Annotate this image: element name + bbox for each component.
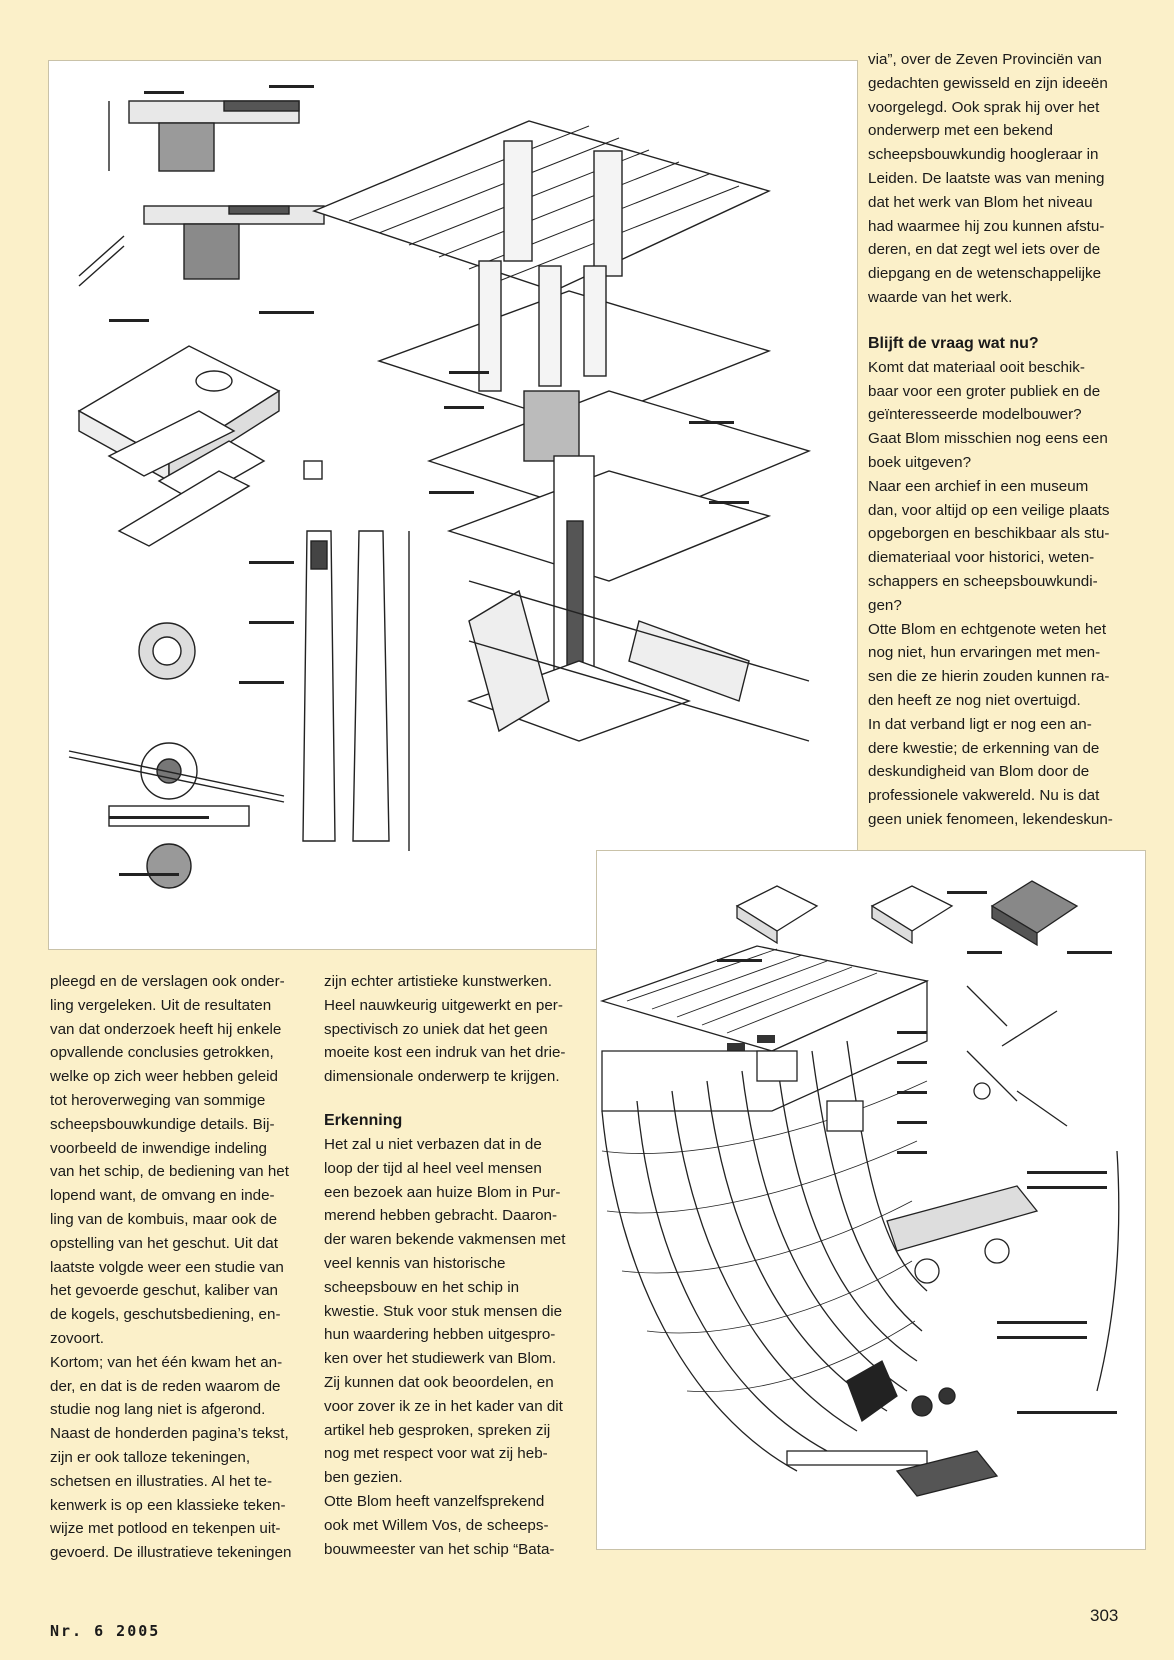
body-line: Kortom; van het één kwam het an- [50,1353,283,1371]
body-line: moeite kost een indruk van het drie- [324,1044,566,1062]
left-text-column [50,970,312,1565]
body-line: van het schip, de bediening van het [50,1163,289,1181]
body-line: dat het werk van Blom het niveau [868,193,1093,211]
body-line: Gaat Blom misschien nog eens een [868,430,1108,448]
body-line: een bezoek aan huize Blom in Pur- [324,1183,561,1201]
body-line: wijze met potlood en tekenpen uit- [50,1520,281,1538]
body-line: ook met Willem Vos, de scheeps- [324,1516,549,1534]
body-line: scheepsbouw en het schip in [324,1278,520,1296]
body-line: baar voor een groter publiek en de [868,382,1101,400]
body-line: laatste volgde weer een studie van [50,1258,284,1276]
body-line: spectivisch zo uniek dat het geen [324,1020,548,1038]
body-line: kenwerk is op een klassieke teken- [50,1496,286,1514]
body-line: loop der tijd al heel veel mensen [324,1159,542,1177]
mast-construction-illustration [49,61,857,949]
body-line: artikel heb gesproken, spreken zij [324,1421,551,1439]
body-line: voorgelegd. Ook sprak hij over het [868,98,1100,116]
body-line: nog met respect voor wat zij heb- [324,1445,548,1463]
body-line: via”, over de Zeven Provinciën van [868,51,1102,68]
body-line: ling vergeleken. Uit de resultaten [50,996,272,1014]
body-line: kwestie. Stuk voor stuk mensen die [324,1302,563,1320]
body-line: ken over het studiewerk van Blom. [324,1350,557,1368]
body-line: voor zover ik ze in het kader van dit [324,1397,563,1415]
body-line: studie nog lang niet is afgerond. [50,1401,266,1419]
body-line: het gevoerde geschut, kaliber van [50,1282,278,1300]
body-line: diepgang en de wetenschappelijke [868,265,1102,283]
body-line: gedachten gewisseld en zijn ideeën [868,74,1108,92]
hull-construction-illustration [597,851,1145,1549]
right-text-column [868,48,1148,832]
body-line: ben gezien. [324,1469,403,1487]
body-line: deskundigheid van Blom door de [868,763,1090,781]
body-line: professionele vakwereld. Nu is dat [868,787,1100,805]
body-line: had waarmee hij zou kunnen afstu- [868,217,1105,235]
body-line: diemateriaal voor historici, weten- [868,549,1095,567]
body-line: dan, voor altijd op een veilige plaats [868,501,1110,519]
body-line: In dat verband ligt er nog een an- [868,715,1092,733]
body-line: scheepsbouwkundig hoogleraar in [868,146,1099,164]
body-line: hun waardering hebben uitgespro- [324,1326,556,1344]
body-line: opvallende conclusies getrokken, [50,1044,274,1062]
body-line: Komt dat materiaal ooit beschik- [868,358,1085,376]
body-line: zijn echter artistieke kunstwerken. [324,973,552,990]
middle-text-column [324,970,592,1561]
body-line: lopend want, de omvang en inde- [50,1187,275,1205]
section-heading-blijft: Blijft de vraag wat nu? [868,334,1039,352]
body-line: den heeft ze nog niet overtuigd. [868,691,1081,709]
body-line: nog niet, hun ervaringen met men- [868,644,1101,662]
body-line: van dat onderzoek heeft hij enkele [50,1020,282,1038]
body-line: merend hebben gebracht. Daaron- [324,1207,558,1225]
section-heading-erkenning: Erkenning [324,1111,403,1129]
hull-construction-drawing [596,850,1146,1550]
body-line: welke op zich weer hebben geleid [50,1068,278,1086]
body-line: voorbeeld de inwendige indeling [50,1139,268,1157]
page-number: 303 [1090,1606,1119,1625]
body-line: sen die ze hierin zouden kunnen ra- [868,668,1110,686]
body-line: geïnteresseerde modelbouwer? [868,406,1082,424]
body-line: Naast de honderden pagina’s tekst, [50,1425,289,1443]
body-line: der waren bekende vakmensen met [324,1231,566,1249]
body-line: dimensionale onderwerp te krijgen. [324,1068,560,1086]
body-line: opgeborgen en beschikbaar als stu- [868,525,1110,543]
body-line: pleegd en de verslagen ook onder- [50,973,285,990]
body-line: schetsen en illustraties. Al het te- [50,1472,273,1490]
body-line: gevoerd. De illustratieve tekeningen [50,1544,292,1562]
body-line: boek uitgeven? [868,453,972,471]
body-line: zovoort. [50,1329,105,1347]
body-line: Zij kunnen dat ook beoordelen, en [324,1373,554,1391]
body-line: deren, en dat zegt wel iets over de [868,241,1101,259]
mast-construction-drawing [48,60,858,950]
body-line: scheepsbouwkundige details. Bij- [50,1115,275,1133]
body-line: schappers en scheepsbouwkundi- [868,572,1098,590]
body-line: der, en dat is de reden waarom de [50,1377,281,1395]
body-line: dere kwestie; de erkenning van de [868,739,1100,757]
body-line: Otte Blom heeft vanzelfsprekend [324,1492,545,1510]
body-line: gen? [868,596,902,614]
body-line: Heel nauwkeurig uitgewerkt en per- [324,996,563,1014]
body-line: Otte Blom en echtgenote weten het [868,620,1107,638]
body-line: tot heroverweging van sommige [50,1091,266,1109]
body-line: veel kennis van historische [324,1254,506,1272]
body-line: bouwmeester van het schip “Bata- [324,1540,555,1558]
body-line: zijn er ook talloze tekeningen, [50,1448,251,1466]
body-line: opstelling van het geschut. Uit dat [50,1234,278,1252]
body-line: onderwerp met een bekend [868,122,1053,140]
issue-label: Nr. 6 2005 [50,1622,161,1640]
body-line: de kogels, geschutsbediening, en- [50,1306,281,1324]
body-line: ling van de kombuis, maar ook de [50,1210,278,1228]
body-line: Leiden. De laatste was van mening [868,169,1105,187]
body-line: Naar een archief in een museum [868,477,1089,495]
body-line: geen uniek fenomeen, lekendeskun- [868,810,1113,828]
body-line: waarde van het werk. [868,288,1013,306]
body-line: Het zal u niet verbazen dat in de [324,1135,542,1153]
